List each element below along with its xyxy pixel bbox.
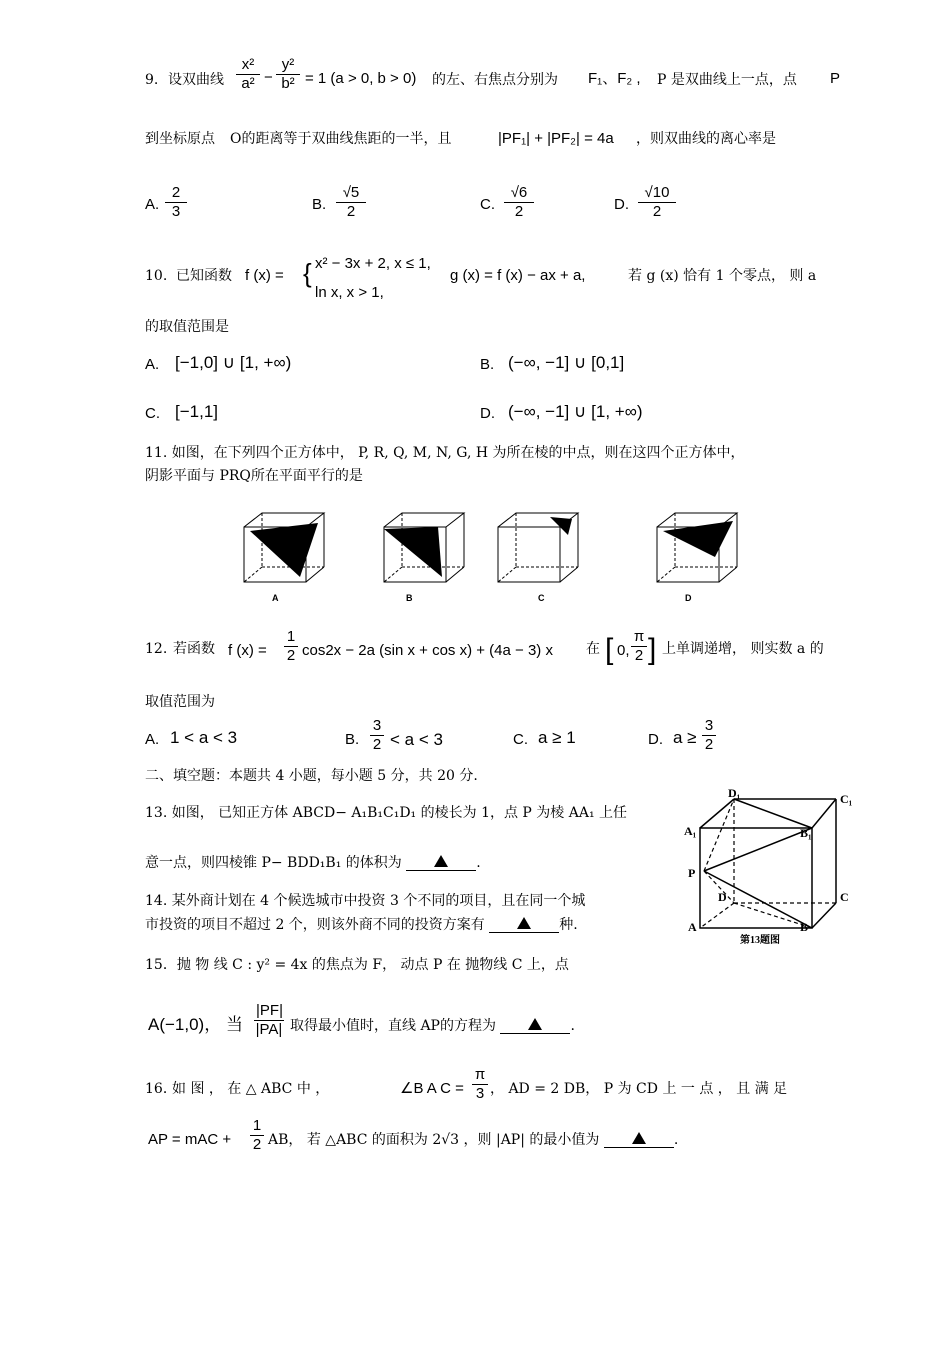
q16-half: $\frac{1}{2}$: [250, 1117, 264, 1154]
q12-opt-a: 1 < a < 3: [170, 728, 238, 747]
q12-opt-d-label: D.: [648, 731, 663, 748]
q10-line2: 的取值范围是: [145, 319, 229, 335]
q9-line2c: ，则双曲线的离心率是: [636, 131, 776, 147]
q13-label-p: P: [688, 866, 696, 880]
q9-line2a: 到坐标原点: [145, 131, 215, 147]
q10-opt-c-label: C.: [145, 405, 160, 422]
q9-p: P: [830, 70, 841, 87]
q9-tail2: P 是双曲线上一点，点: [657, 72, 797, 88]
q9-opt-c: $\frac{√6}{2}$: [504, 184, 534, 221]
q10-case2: ln x, x > 1,: [315, 284, 384, 301]
q12-in: 在: [586, 641, 600, 657]
q16-angle: ∠B A C =: [400, 1080, 464, 1097]
q11-label-c: C: [538, 593, 545, 603]
q13-line1: 13. 如图， 已知正方体 ABCD− A₁B₁C₁D₁ 的棱长为 1，点 P 为棱 AA₁ 上任: [145, 805, 628, 821]
q9-condition: = 1 (a > 0, b > 0): [305, 70, 417, 87]
q11-cube-c: [490, 505, 600, 605]
q12-lead: 若函数: [173, 641, 215, 657]
q12-bracket-left: [: [605, 633, 614, 666]
q11-line2: 阴影平面与 PRQ所在平面平行的是: [145, 468, 363, 484]
q13-figure-caption: 第13题图: [740, 935, 780, 946]
q10-number: 10.: [145, 268, 168, 284]
q12-expr: cos2x − 2a (sin x + cos x) + (4a − 3) x: [302, 642, 553, 659]
q12-opt-c-label: C.: [513, 731, 528, 748]
q9-opt-c-label: C.: [480, 196, 495, 213]
q16-vec: ， AD = 2 DB， P 为 CD 上 一 点 ， 且 满 足: [490, 1081, 788, 1097]
q13-label-b: B: [800, 920, 809, 934]
q13-label-b1: B₁: [800, 826, 812, 840]
q10-tail: 若 g (x) 恰有 1 个零点， 则 a: [628, 268, 817, 284]
q13-figure: [682, 785, 862, 950]
q9-opt-a-label: A.: [145, 196, 160, 213]
q9-opt-a: $\frac{2}{3}$: [165, 184, 187, 221]
q16-pi-third: $\frac{\pi}{3}$: [472, 1066, 488, 1103]
q14-line2: 市投资的项目不超过 2 个，则该外商不同的投资方案有 种.: [145, 917, 578, 933]
q15-point-a: A(−1,0)， 当: [148, 1015, 243, 1034]
q11-label-a: A: [272, 593, 279, 603]
q11-label-d: D: [685, 593, 692, 603]
q13-label-d1: D₁: [728, 786, 741, 800]
q16-line2b: AB， 若 △ABC 的面积为 2√3 ，则 |AP| 的最小值为 .: [268, 1132, 679, 1148]
q12-opt-b: < a < 3: [390, 730, 443, 749]
q12-line2: 取值范围为: [145, 694, 215, 710]
q12-interval: 0,: [617, 642, 630, 659]
q13-label-a: A: [688, 920, 697, 934]
q14-answer-blank: [489, 916, 559, 933]
q10-lead: 已知函数: [176, 268, 232, 284]
q10-case1: x² − 3x + 2, x ≤ 1,: [315, 255, 431, 272]
q12-bracket-right: ]: [648, 633, 657, 666]
triangle-icon: [517, 917, 531, 929]
q13-label-d: D: [718, 890, 727, 904]
triangle-icon: [528, 1018, 542, 1030]
q16-number: 16．: [145, 1081, 177, 1097]
q9-number: 9.: [145, 72, 159, 88]
q10-opt-b-label: B.: [480, 356, 495, 373]
q10-brace: {: [303, 258, 312, 288]
q10-fx: f (x) =: [245, 267, 284, 284]
q9-lead: 设双曲线: [168, 72, 224, 88]
q13-label-c: C: [840, 890, 849, 904]
q13-label-c1: C₁: [840, 792, 853, 806]
q11-cube-a: [232, 505, 342, 605]
q10-opt-c: [−1,1]: [175, 402, 219, 421]
q9-line2b: O的距离等于双曲线焦距的一半，且: [230, 131, 452, 147]
q12-opt-d-frac: $\frac{3}{2}$: [702, 717, 716, 754]
q16-line2a: AP = mAC +: [148, 1131, 232, 1148]
q9-opt-d-label: D.: [614, 196, 629, 213]
q10-opt-d: (−∞, −1] ∪ [1, +∞): [508, 402, 643, 421]
q12-number: 12.: [145, 641, 168, 657]
q14-line1: 14. 某外商计划在 4 个候选城市中投资 3 个不同的项目，且在同一个城: [145, 893, 586, 909]
q10-gx: g (x) = f (x) − ax + a,: [450, 267, 586, 284]
q13-line2: 意一点，则四棱锥 P− BDD₁B₁ 的体积为 .: [145, 855, 481, 871]
section-fill-in-heading: 二、填空题：本题共 4 小题，每小题 5 分，共 20 分.: [145, 768, 478, 784]
q9-cond: |PF₁| + |PF₂| = 4a: [498, 130, 614, 147]
q12-half: $\frac{1}{2}$: [284, 628, 298, 665]
q13-label-a1: A₁: [684, 824, 697, 838]
q15-answer-blank: [500, 1017, 570, 1034]
q13-answer-blank: [406, 854, 476, 871]
q10-opt-b: (−∞, −1] ∪ [0,1]: [508, 353, 625, 372]
q9-opt-d: $\frac{√10}{2}$: [638, 184, 676, 221]
q16-lead: 如 图 ， 在 △ ABC 中 ，: [172, 1081, 330, 1097]
triangle-icon: [434, 855, 448, 867]
q12-tail: 上单调递增， 则实数 a 的: [662, 641, 824, 657]
q9-opt-b: $\frac{√5}{2}$: [336, 184, 366, 221]
q15-line1: 15．抛 物 线 C : y² = 4x 的焦点为 F， 动点 P 在 抛物线 C 上，点: [145, 957, 569, 973]
q15-ratio: $\frac{|PF|}{|PA|}$: [255, 1002, 283, 1038]
q11-cube-d: [645, 505, 755, 605]
q9-frac-y: $\frac{\text{y²}}{\text{b²}}$: [276, 56, 300, 93]
q10-opt-a-label: A.: [145, 356, 160, 373]
q10-opt-d-label: D.: [480, 405, 495, 422]
q12-pi-half: $\frac{\pi}{2}$: [631, 628, 647, 665]
q9-minus: −: [264, 69, 273, 86]
q9-foci: F₁、F₂ ,: [588, 70, 641, 87]
triangle-icon: [632, 1132, 646, 1144]
q9-opt-b-label: B.: [312, 196, 327, 213]
q16-answer-blank: [604, 1131, 674, 1148]
q12-opt-a-label: A.: [145, 731, 160, 748]
q12-opt-b-label: B.: [345, 731, 360, 748]
q12-opt-d: a ≥: [673, 728, 697, 747]
q9-tail1: 的左、右焦点分别为: [432, 72, 558, 88]
q11-cube-b: [372, 505, 482, 605]
q9-frac-x: $\frac{\text{x²}}{\text{a²}}$: [236, 56, 260, 93]
q12-fx: f (x) =: [228, 642, 267, 659]
q12-opt-b-frac: $\frac{3}{2}$: [370, 717, 384, 754]
q11-line1: 11. 如图，在下列四个正方体中， P, R, Q, M, N, G, H 为所在棱的中点，则在这四个正方体中，: [145, 445, 745, 461]
q12-opt-c: a ≥ 1: [538, 728, 576, 747]
q11-label-b: B: [406, 593, 413, 603]
q10-opt-a: [−1,0] ∪ [1, +∞): [175, 353, 292, 372]
q15-tail: 取得最小值时，直线 AP的方程为 .: [290, 1018, 575, 1034]
